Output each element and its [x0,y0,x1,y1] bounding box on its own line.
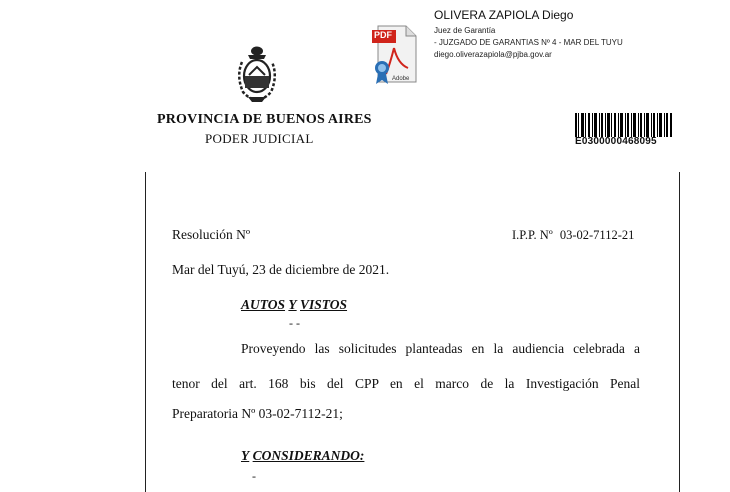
paragraph-line-1-text: Proveyendo las solicitudes planteadas en la audiencia celebrada a [241,341,640,356]
signer-name: OLIVERA ZAPIOLA Diego [434,8,574,22]
ipp-reference [512,228,634,243]
signer-email: diego.oliverazapiola@pjba.gov.ar [434,50,552,59]
pdf-badge-label: PDF [374,30,392,40]
considerando-heading [241,448,364,464]
signer-court: - JUZGADO DE GARANTIAS Nº 4 - MAR DEL TUYU [434,38,623,47]
paragraph-line-3: Preparatoria Nº 03-02-7112-21; [172,406,343,421]
paragraph-line-1 [241,341,640,357]
section-dash-single: - [252,469,256,483]
autos-word: AUTOS [241,297,286,312]
right-margin-line [679,172,680,492]
branch-heading: PODER JUDICIAL [205,131,314,146]
date-line: Mar del Tuyú, 23 de diciembre de 2021. [172,262,390,277]
signer-role: Juez de Garantía [434,26,496,35]
autos-y-word: Y [288,297,297,312]
autos-heading [241,297,347,313]
section-dash-separator: - - [289,316,300,330]
barcode-number: E0300000468095 [575,136,657,147]
paragraph-line-2-text: tenor del art. 168 bis del CPP en el marco de la Investigación Penal [172,376,640,391]
ipp-label: I.P.P. Nº [512,228,553,242]
province-heading: PROVINCIA DE BUENOS AIRES [157,112,372,127]
vistos-word: VISTOS [300,297,348,312]
adobe-label: Adobe [392,76,410,82]
coat-of-arms-seal [234,42,280,104]
considerando-word: CONSIDERANDO: [252,448,365,463]
considerando-y-word: Y [241,448,250,463]
left-margin-line [145,172,146,492]
resolution-label: Resolución Nº [172,227,251,242]
ipp-number: 03-02-7112-21 [559,228,635,242]
paragraph-line-2 [172,376,640,392]
